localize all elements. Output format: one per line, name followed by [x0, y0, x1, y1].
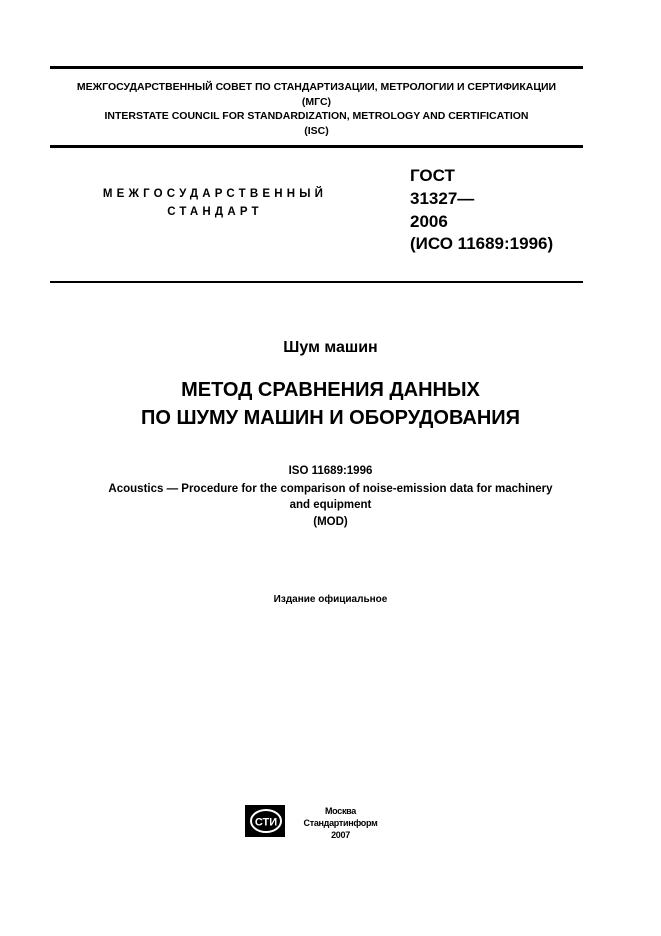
- standard-type-label: МЕЖГОСУДАРСТВЕННЫЙ: [102, 188, 328, 200]
- council-abbr-en: (ISC): [304, 125, 329, 137]
- council-name-en: INTERSTATE COUNCIL FOR STANDARDIZATION, METROLOGY AND CERTIFICATION: [104, 110, 529, 122]
- gost-year: 2006: [410, 212, 448, 231]
- iso-title: Acoustics — Procedure for the comparison of noise-emission data for machinery: [108, 483, 553, 495]
- standartinform-logo-icon: [245, 805, 285, 837]
- edition-note: Издание официальное: [273, 594, 388, 605]
- publisher-city: Москва: [324, 806, 356, 816]
- iso-equivalence: (MOD): [313, 516, 348, 528]
- top-rule: [50, 66, 583, 69]
- council-bottom-rule: [50, 145, 583, 148]
- document-title: МЕТОД СРАВНЕНИЯ ДАННЫХ: [181, 379, 480, 401]
- gost-number: 31327—: [410, 189, 475, 208]
- document-title-2: ПО ШУМУ МАШИН И ОБОРУДОВАНИЯ: [140, 407, 521, 429]
- header-bottom-rule: [50, 281, 583, 283]
- document-subtitle: Шум машин: [283, 339, 378, 356]
- gost-iso-equivalent: (ИСО 11689:1996): [410, 234, 554, 253]
- council-abbr-ru: (МГС): [301, 96, 332, 108]
- iso-number: ISO 11689:1996: [288, 465, 373, 477]
- council-name-ru: МЕЖГОСУДАРСТВЕННЫЙ СОВЕТ ПО СТАНДАРТИЗАЦИИ, МЕТРОЛОГИИ И СЕРТИФИКАЦИИ: [76, 81, 557, 93]
- publisher-name: Стандартинформ: [303, 818, 378, 828]
- gost-designation: ГОСТ: [410, 166, 455, 185]
- publication-year: 2007: [331, 830, 350, 840]
- iso-title-2: and equipment: [289, 499, 372, 511]
- svg-text:СТИ: СТИ: [254, 816, 278, 829]
- standard-type-label-2: СТАНДАРТ: [167, 206, 263, 218]
